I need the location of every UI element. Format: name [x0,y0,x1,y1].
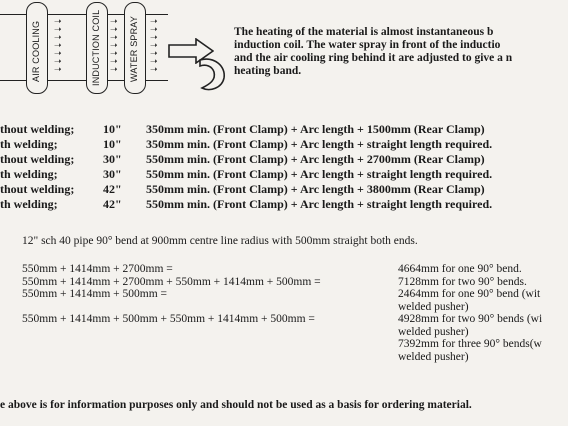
intro-line: heating band. [234,65,302,77]
row-formula: 550mm min. (Front Clamp) + Arc length + straight length required. [146,197,493,211]
intro-paragraph [234,26,512,78]
calc-result: 4928mm for two 90° bends (wi [398,313,543,325]
row-formula: 350mm min. (Front Clamp) + Arc length + straight length required. [146,137,493,151]
calc-result: welded pusher) [398,350,469,363]
pipe-diagram [0,0,230,100]
row-formula: 550mm min. (Front Clamp) + Arc length + straight length required. [146,167,493,181]
table-row [0,197,568,212]
row-formula: 550mm min. (Front Clamp) + Arc length + 3800mm (Rear Clamp) [146,182,485,196]
row-type: th welding; [0,137,58,151]
row-size: 30" [103,152,122,166]
intro-line: and the air cooling ring behind it are adjusted to give a n [234,52,513,64]
calc-row [0,263,568,276]
calc-result: 7128mm for two 90° bends. [398,275,527,288]
flow-arrows-icon: ➝ ➝ ➝ ➝ ➝ ➝ ➝ [54,17,62,75]
calc-result: 2464mm for one 90° bend (wit [398,288,541,300]
row-size: 10" [103,137,122,151]
calc-result: welded pusher) [398,325,469,338]
row-formula: 350mm min. (Front Clamp) + Arc length + 1500mm (Rear Clamp) [146,122,485,136]
row-type: thout welding; [0,152,75,166]
bent-pipe-end-icon [196,54,230,94]
calc-row [0,301,568,314]
intro-line: induction coil. The water spray in front of the inductio [234,39,501,51]
length-table [0,122,568,212]
intro-line: The heating of the material is almost instantaneous b [234,26,494,38]
row-size: 30" [103,167,122,181]
row-type: thout welding; [0,182,75,196]
row-type: thout welding; [0,122,75,136]
calc-result: 7392mm for three 90° bends(w [398,338,542,350]
spray-arrows-icon: ➝ ➝ ➝ ➝ ➝ ➝ ➝ [110,17,118,75]
row-type: th welding; [0,167,58,181]
calc-expr: 550mm + 1414mm + 2700mm = [22,263,173,275]
calc-row [0,288,568,301]
row-size: 10" [103,122,122,136]
calc-expr: 550mm + 1414mm + 2700mm + 550mm + 1414mm + 500mm = [22,275,321,288]
row-size: 42" [103,182,122,196]
row-type: th welding; [0,197,58,211]
calc-row [0,313,568,326]
table-row [0,167,568,182]
calc-result: 4664mm for one 90° bend. [398,263,522,275]
example-heading: 12" sch 40 pipe 90° bend at 900mm centre line radius with 500mm straight both ends. [22,235,418,247]
table-row [0,152,568,167]
row-size: 42" [103,197,122,211]
calc-expr: 550mm + 1414mm + 500mm = [22,288,168,300]
calc-row [0,338,568,351]
calc-result: welded pusher) [398,300,469,313]
calc-row [0,326,568,339]
air-cooling-label: AIR COOLING [31,20,41,82]
calc-row [0,351,568,364]
table-row [0,182,568,197]
exit-arrows-icon: ➝ ➝ ➝ ➝ ➝ ➝ ➝ [150,17,158,75]
induction-coil-label: INDUCTION COIL [91,9,101,86]
calc-expr: 550mm + 1414mm + 500mm + 550mm + 1414mm + 500mm = [22,313,315,325]
calc-row [0,276,568,289]
water-spray-label: WATER SPRAY [129,15,139,82]
table-row [0,137,568,152]
table-row [0,122,568,137]
row-formula: 550mm min. (Front Clamp) + Arc length + 2700mm (Rear Clamp) [146,152,485,166]
disclaimer-footer: e above is for information purposes only and should not be used as a basis for ordering material. [0,399,472,411]
calculations [0,263,568,363]
